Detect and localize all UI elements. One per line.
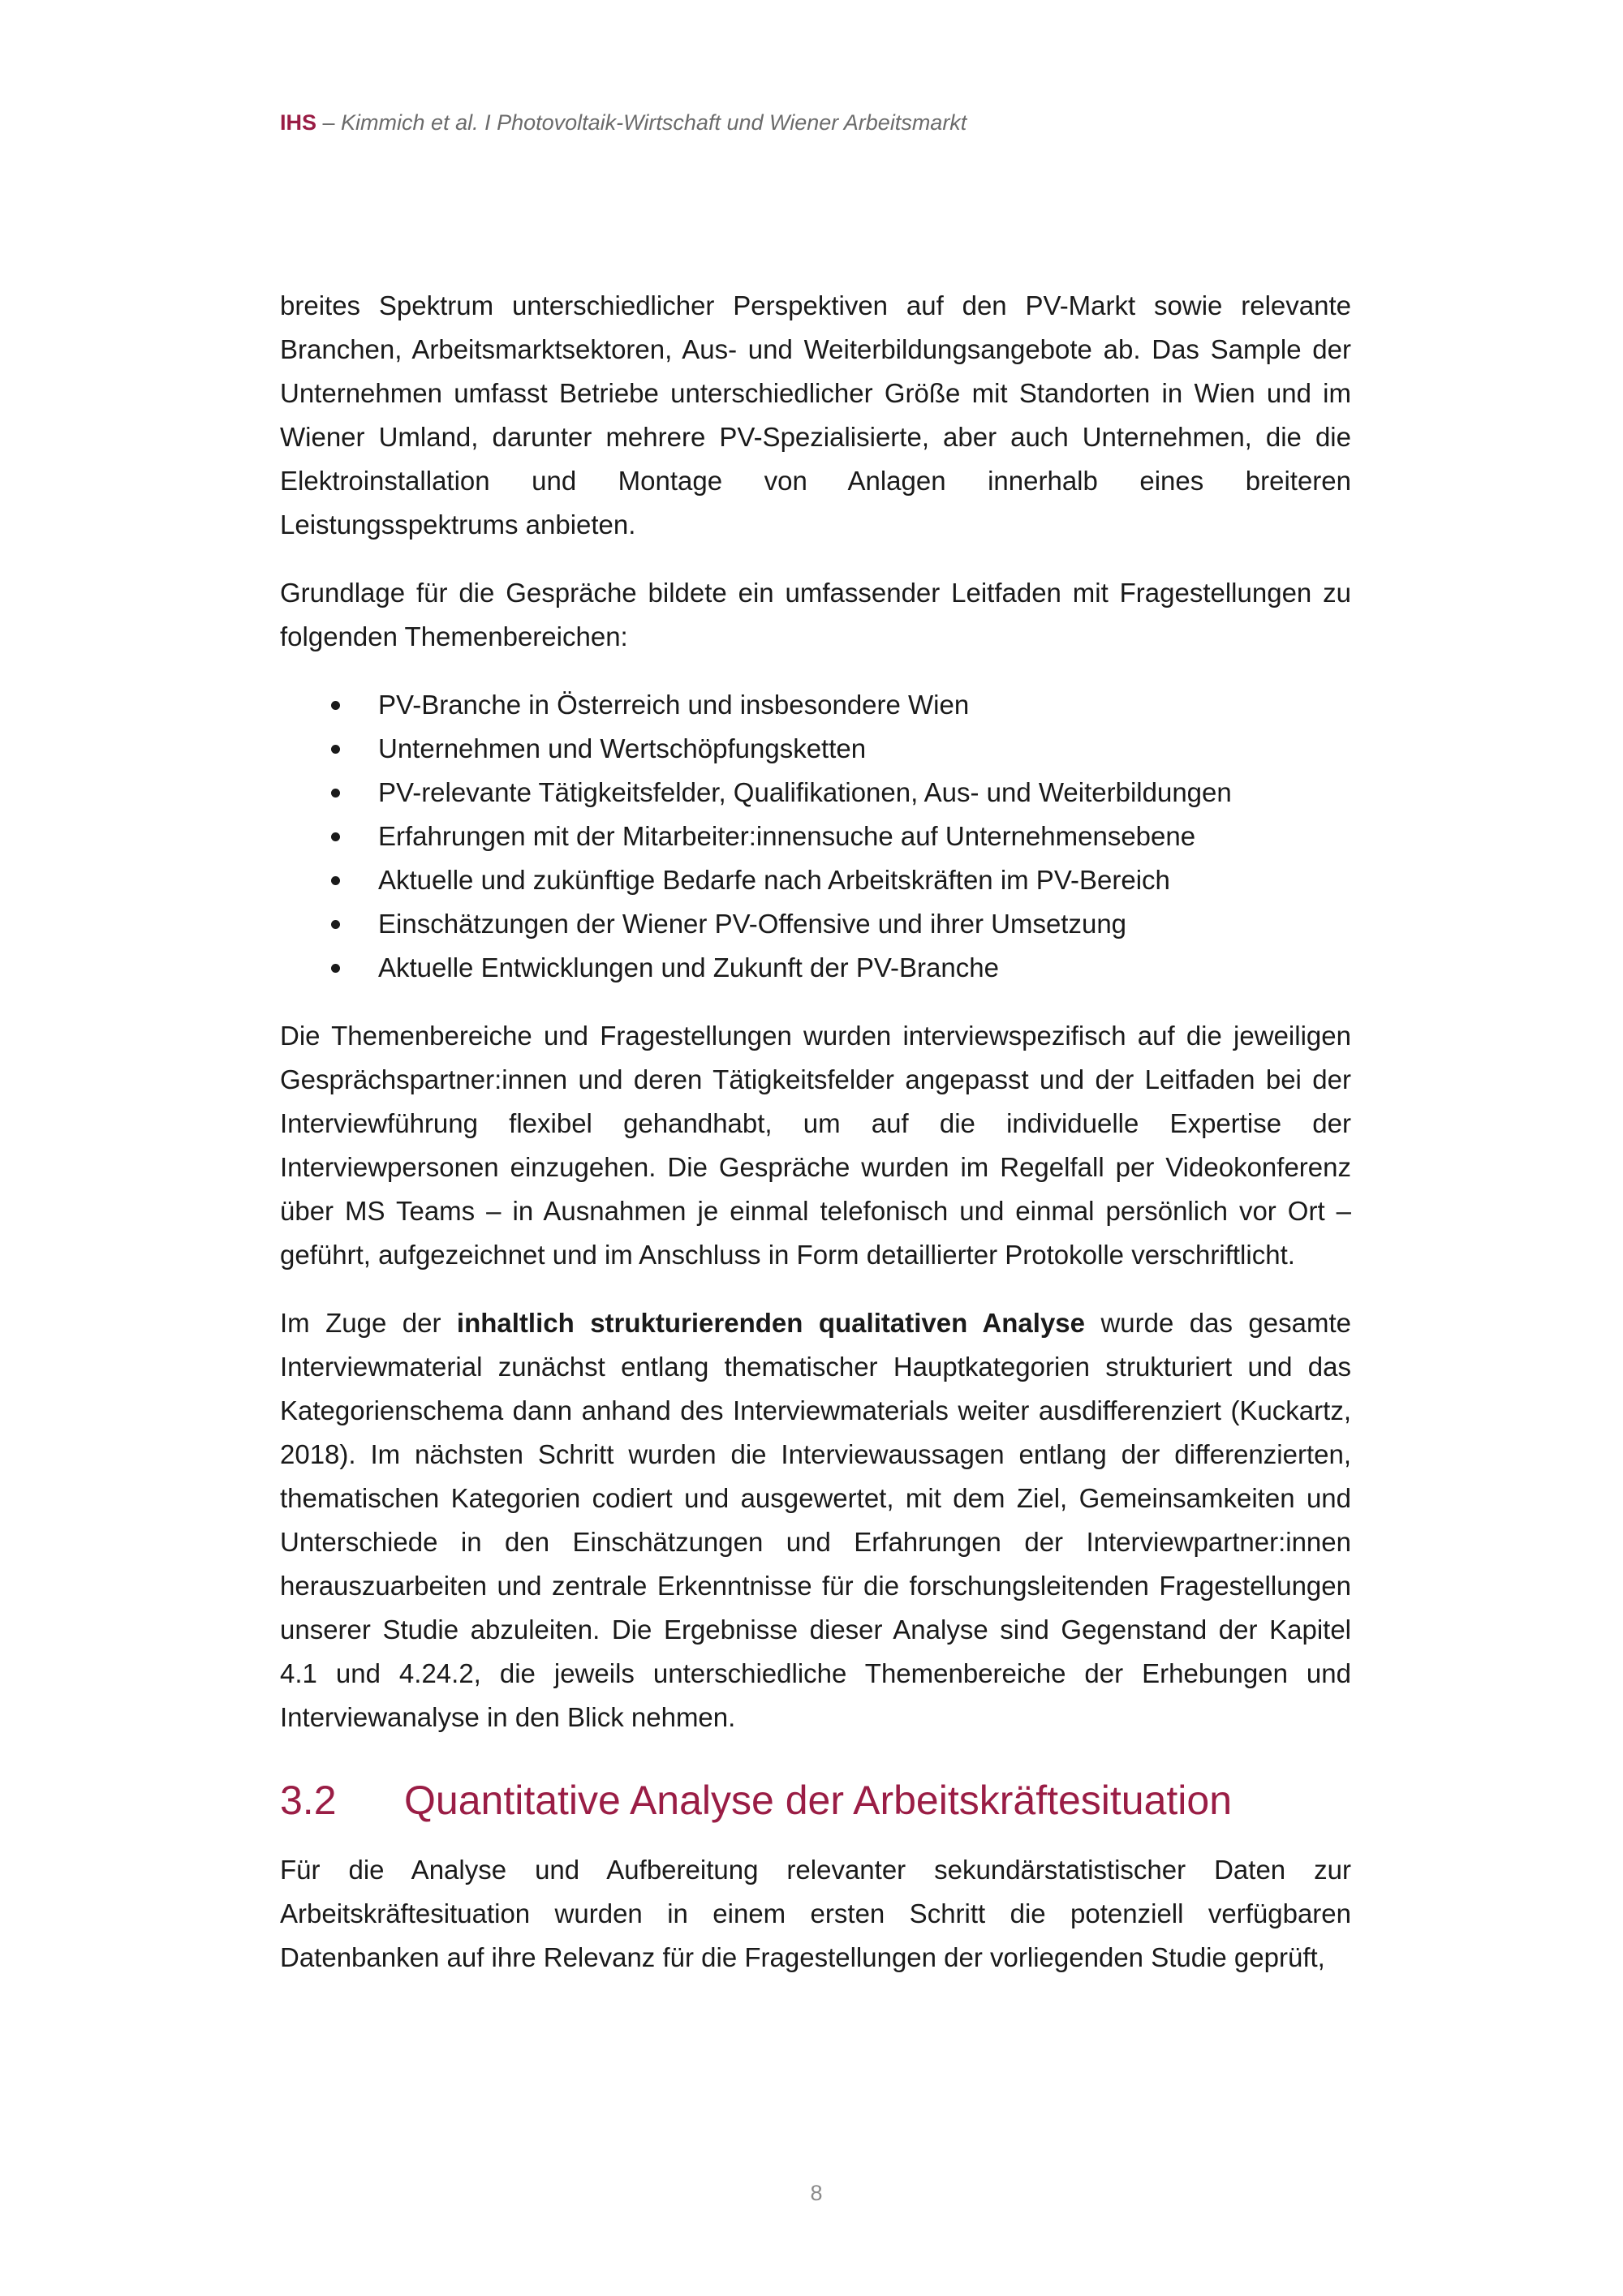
list-item [280, 815, 1351, 858]
header-brand: IHS [280, 110, 317, 135]
paragraph-qualitative-analysis [280, 1301, 1351, 1739]
paragraph-quantitative-analysis: Für die Analyse und Aufbereitung relevanter sekundärstatistischer Daten zur Arbeitskräftesituation wurden in einem ersten Schritt die potenziell verfügbaren Datenbanken auf ihre Relevanz für die Fragestellungen der vorliegenden Studie geprüft, [280, 1855, 1351, 1972]
page-body [280, 284, 1351, 2004]
paragraph-interview-procedure: Die Themenbereiche und Fragestellungen wurden interviewspezifisch auf die jeweiligen Gesprächspartner:innen und deren Tätigkeitsfelder angepasst und der Leitfaden bei der Interviewführung flexibel gehandhabt, um auf die individuelle Expertise der Interviewpersonen einzugehen. Die Gespräche wurden im Regelfall per Videokonferenz über MS Teams – in Ausnahmen je einmal telefonisch und einmal persönlich vor Ort – geführt, aufgezeichnet und im Anschluss in Form detaillierter Protokolle verschriftlicht. [280, 1021, 1351, 1270]
bullet-icon [331, 745, 340, 754]
list-item [280, 858, 1351, 902]
list-item-text: Aktuelle und zukünftige Bedarfe nach Arbeitskräften im PV-Bereich [378, 865, 1170, 895]
paragraph-text-lead: Im Zuge der [280, 1308, 457, 1338]
paragraph-text-rest: wurde das gesamte Interviewmaterial zunächst entlang thematischer Hauptkategorien strukturiert und das Kategorienschema dann anhand des Interviewmaterials weiter ausdifferenziert (Kuckartz, 2018). Im nächsten Schritt wurden die Interviewaussagen entlang der differenzierten, thematischen Kategorien codiert und ausgewertet, mit dem Ziel, Gemeinsamkeiten und Unterschiede in den Einschätzungen und Erfahrungen der Interviewpartner:innen herauszuarbeiten und zentrale Erkenntnisse für die forschungsleitenden Fragestellungen unserer Studie abzuleiten. Die Ergebnisse dieser Analyse sind Gegenstand der Kapitel 4.1 und 4.24.2, die jeweils unterschiedliche Themenbereiche der Erhebungen und Interviewanalyse in den Blick nehmen. [280, 1308, 1351, 1732]
list-item-text: PV-Branche in Österreich und insbesondere Wien [378, 690, 970, 720]
bullet-icon [331, 876, 340, 885]
list-item-text: Erfahrungen mit der Mitarbeiter:innensuche auf Unternehmensebene [378, 821, 1196, 851]
topic-list [280, 683, 1351, 990]
header-title: Kimmich et al. I Photovoltaik-Wirtschaft und Wiener Arbeitsmarkt [341, 110, 967, 135]
bullet-icon [331, 701, 340, 710]
emphasized-term: inhaltlich strukturierenden qualitativen Analyse [456, 1308, 1086, 1338]
list-item-text: Einschätzungen der Wiener PV-Offensive und ihrer Umsetzung [378, 909, 1127, 939]
bullet-icon [331, 964, 340, 973]
section-heading [280, 1772, 1351, 1829]
list-item [280, 946, 1351, 990]
list-item [280, 683, 1351, 727]
header-dash: – [316, 110, 342, 135]
list-item-text: Unternehmen und Wertschöpfungsketten [378, 733, 867, 763]
page-number: 8 [810, 2181, 823, 2205]
running-header [280, 110, 966, 135]
bullet-icon [331, 832, 340, 841]
list-item [280, 771, 1351, 815]
bullet-icon [331, 920, 340, 929]
bullet-icon [331, 789, 340, 798]
paragraph-guideline-intro: Grundlage für die Gespräche bildete ein umfassender Leitfaden mit Fragestellungen zu folgenden Themenbereichen: [280, 578, 1351, 651]
paragraph-sample-description: breites Spektrum unterschiedlicher Perspektiven auf den PV-Markt sowie relevante Branchen, Arbeitsmarktsektoren, Aus- und Weiterbildungsangebote ab. Das Sample der Unternehmen umfasst Betriebe unterschiedlicher Größe mit Standorten in Wien und im Wiener Umland, darunter mehrere PV-Spezialisierte, aber auch Unternehmen, die die Elektroinstallation und Montage von Anlagen innerhalb eines breiteren Leistungsspektrums anbieten. [280, 290, 1351, 540]
list-item [280, 902, 1351, 946]
list-item [280, 727, 1351, 771]
section-number: 3.2 [280, 1778, 337, 1823]
section-title: Quantitative Analyse der Arbeitskräftesituation [404, 1778, 1233, 1823]
list-item-text: PV-relevante Tätigkeitsfelder, Qualifikationen, Aus- und Weiterbildungen [378, 777, 1232, 807]
list-item-text: Aktuelle Entwicklungen und Zukunft der PV-Branche [378, 952, 999, 982]
